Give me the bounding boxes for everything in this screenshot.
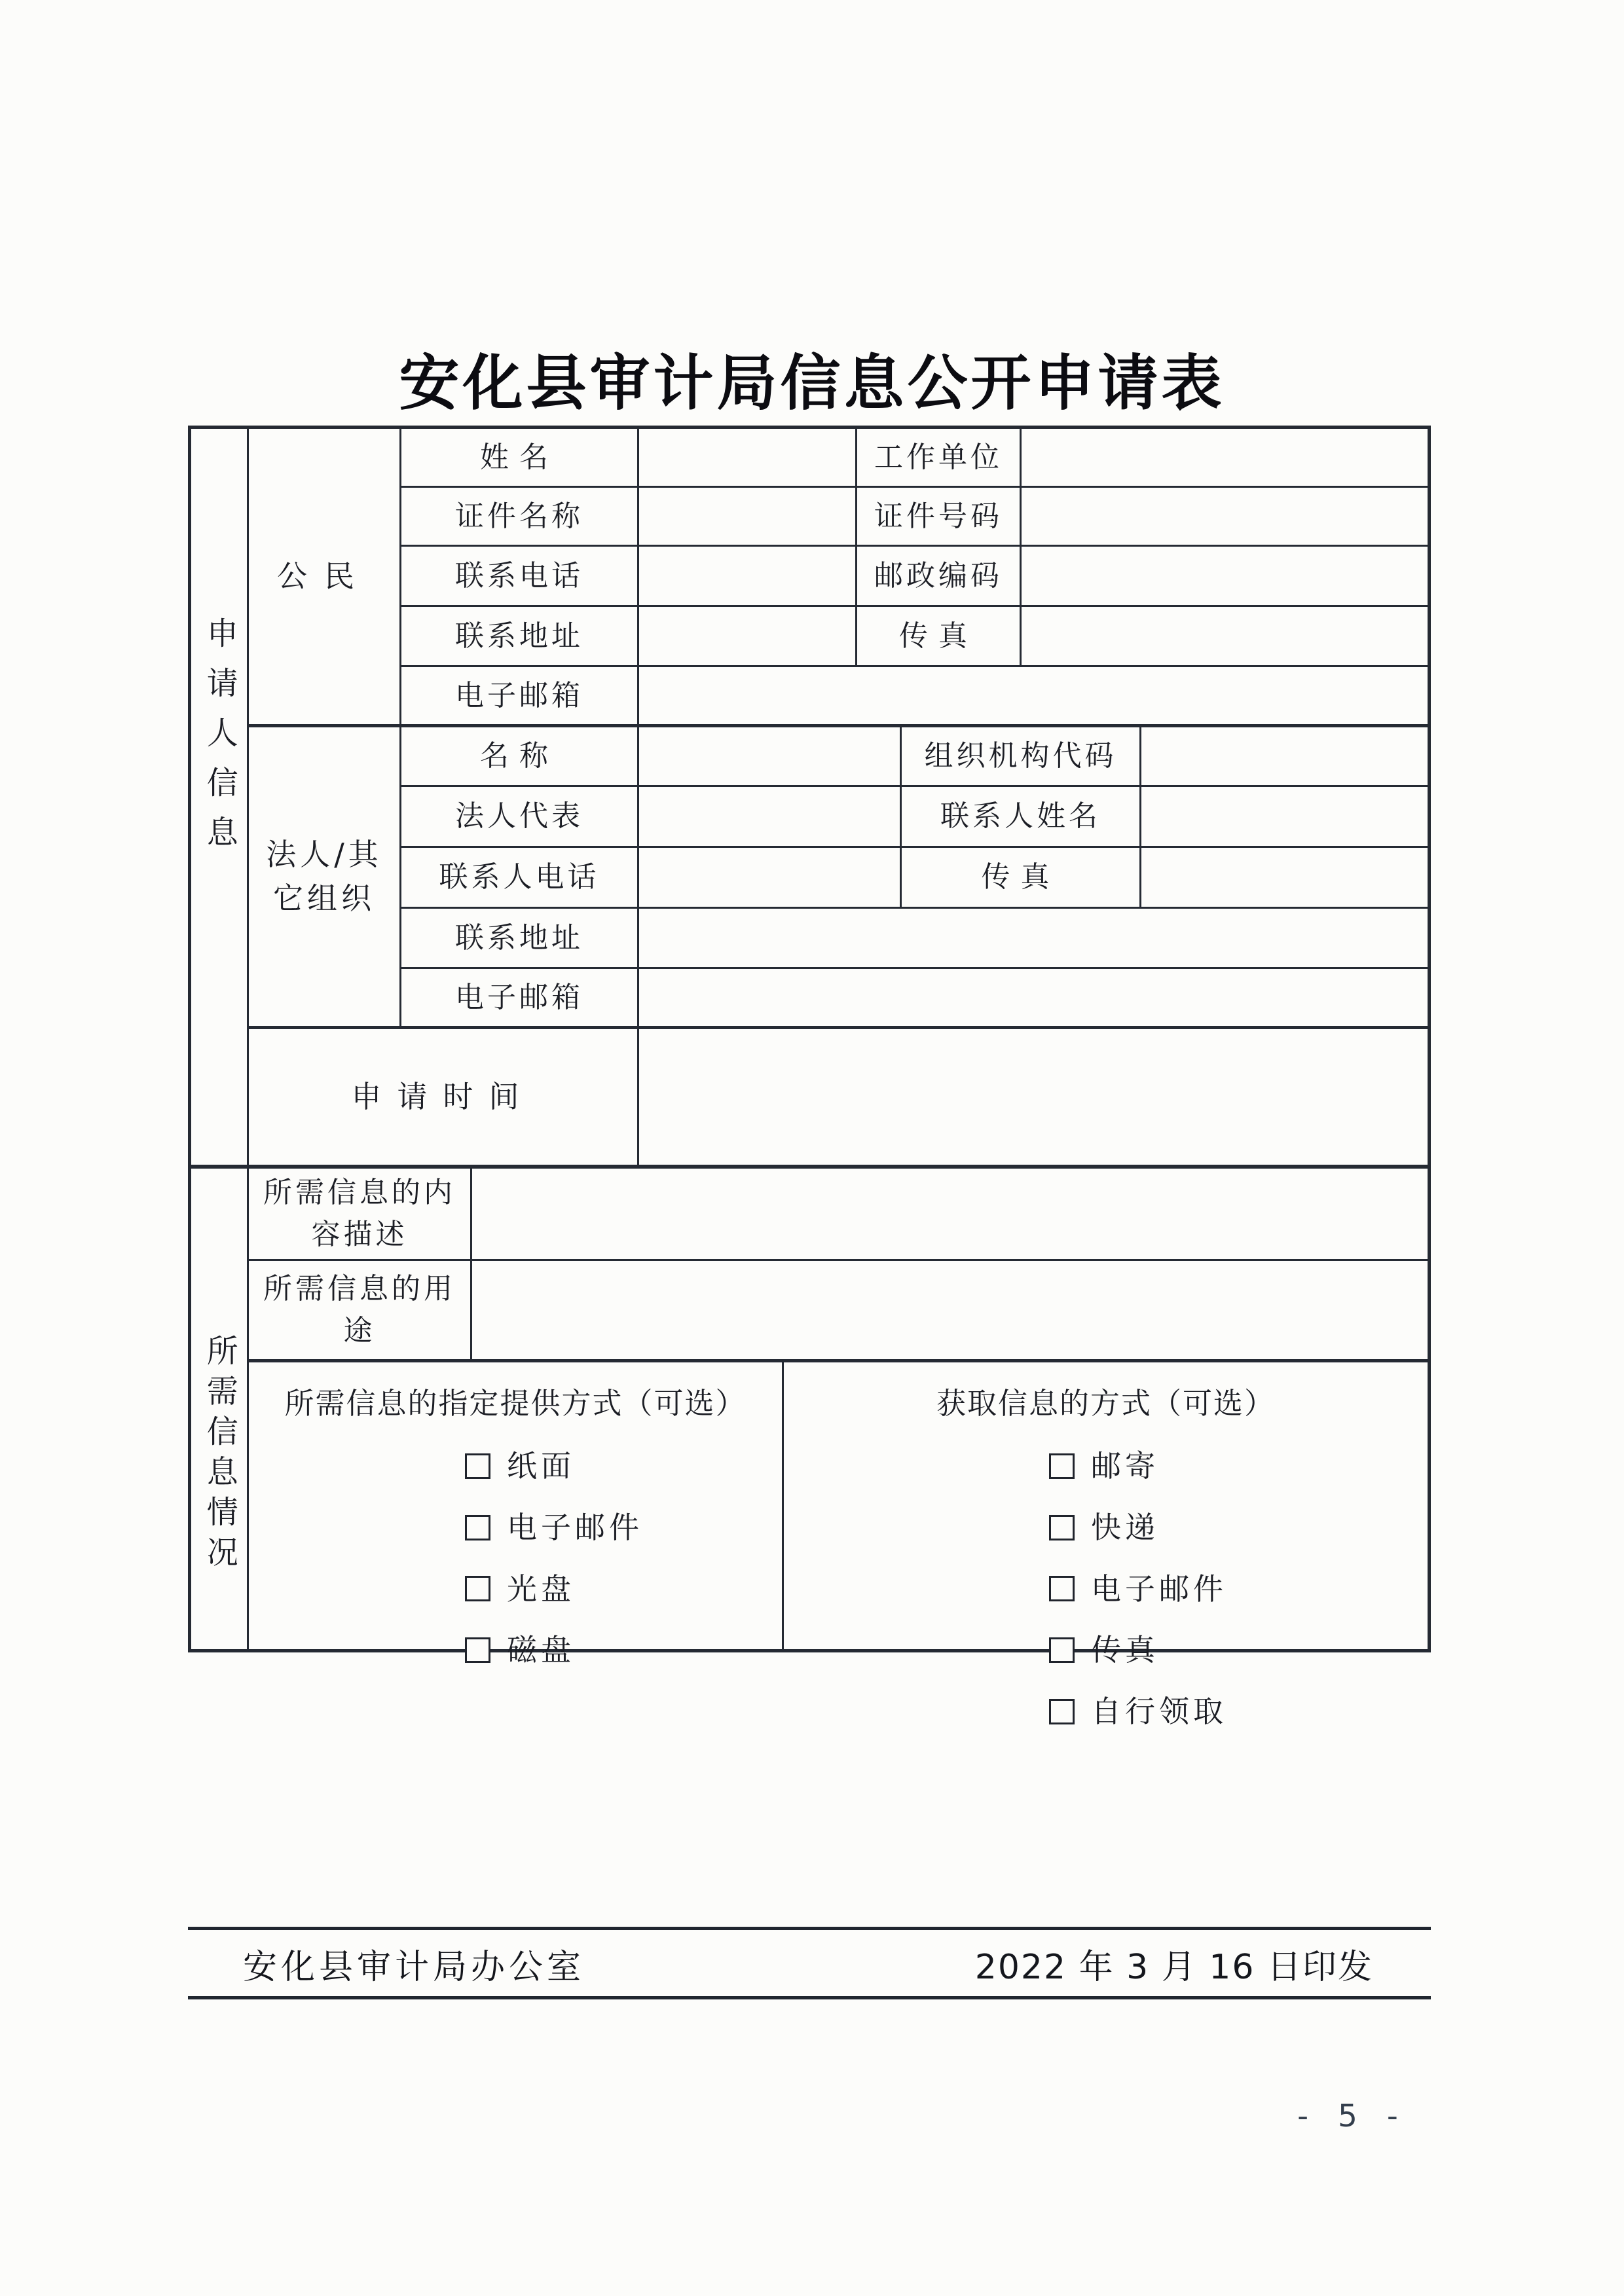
label-legal-address: 联系地址 [401,909,637,967]
field-citizen-fax[interactable] [1022,607,1428,665]
obtain-option-email-label: 电子邮件 [1091,1571,1227,1607]
label-legal-org-name: 名称 [401,726,637,785]
provide-method-cell [249,1361,782,1668]
label-content-description: 所需信息的内容描述 [249,1169,470,1259]
obtain-option-mail-label: 邮寄 [1091,1448,1159,1484]
field-citizen-id-type[interactable] [639,488,855,545]
footer-row [188,1930,1431,1996]
provide-option-disk-label: 磁盘 [507,1632,575,1668]
label-citizen-fax: 传真 [857,607,1020,665]
legal-group-label: 法人/其它组织 [249,726,399,1026]
label-citizen-postcode: 邮政编码 [857,547,1020,605]
obtain-option-fax [1049,1628,1159,1672]
provide-option-paper [465,1444,575,1488]
obtain-option-email [1049,1567,1227,1611]
provide-option-email [465,1506,643,1550]
provide-option-cd [465,1567,575,1611]
field-citizen-email[interactable] [639,667,1428,724]
field-citizen-postcode[interactable] [1022,547,1428,605]
footer-bottom-rule [188,1996,1431,1999]
label-legal-contact-phone: 联系人电话 [401,848,637,907]
issuing-office: 安化县审计局办公室 [243,1948,585,1987]
label-citizen-address: 联系地址 [401,607,637,665]
field-legal-rep[interactable] [639,787,900,846]
provide-option-disk [465,1628,575,1672]
page-number: - 5 - [1297,2098,1401,2134]
label-citizen-email: 电子邮箱 [401,667,637,724]
provide-option-email-label: 电子邮件 [507,1509,643,1545]
checkbox-obtain-self-pickup[interactable] [1049,1699,1075,1724]
field-citizen-address[interactable] [639,607,855,665]
checkbox-provide-email[interactable] [465,1515,490,1540]
label-legal-email: 电子邮箱 [401,969,637,1026]
field-citizen-name[interactable] [639,429,855,486]
checkbox-provide-cd[interactable] [465,1576,490,1601]
applicant-side-label: 申请人信息 [201,617,238,866]
field-apply-time[interactable] [639,1028,1428,1165]
label-citizen-name: 姓名 [401,429,637,486]
field-citizen-id-number[interactable] [1022,488,1428,545]
field-citizen-employer[interactable] [1022,429,1428,486]
applicant-section [191,429,1428,1165]
applicant-side-label-cell [191,429,247,1165]
field-legal-contact-name[interactable] [1141,787,1428,846]
checkbox-obtain-mail[interactable] [1049,1453,1075,1479]
field-legal-fax[interactable] [1141,848,1428,907]
label-legal-fax: 传真 [902,848,1139,907]
label-citizen-id-number: 证件号码 [857,488,1020,545]
label-purpose: 所需信息的用途 [249,1261,470,1359]
obtain-option-express-label: 快递 [1091,1509,1159,1545]
checkbox-provide-paper[interactable] [465,1453,490,1479]
required-side-label-cell [191,1169,247,1649]
obtain-method-header: 获取信息的方式（可选） [936,1386,1275,1421]
provide-option-cd-label: 光盘 [507,1571,575,1607]
document-footer [188,1927,1431,1999]
obtain-option-fax-label: 传真 [1091,1632,1159,1668]
field-legal-address[interactable] [639,909,1428,967]
print-date: 2022 年 3 月 16 日印发 [974,1948,1373,1987]
label-legal-contact-name: 联系人姓名 [902,787,1139,846]
required-info-section [191,1169,1428,1729]
checkbox-obtain-email[interactable] [1049,1576,1075,1601]
checkbox-obtain-express[interactable] [1049,1515,1075,1540]
form-title: 安化县审计局信息公开申请表 [399,348,1225,418]
field-legal-org-name[interactable] [639,726,900,785]
field-legal-email[interactable] [639,969,1428,1026]
field-content-description[interactable] [472,1169,1428,1259]
checkbox-obtain-fax[interactable] [1049,1637,1075,1663]
label-legal-org-code: 组织机构代码 [902,726,1139,785]
provide-method-list [255,1444,775,1672]
label-legal-rep: 法人代表 [401,787,637,846]
provide-option-paper-label: 纸面 [507,1448,575,1484]
obtain-method-cell [784,1361,1428,1729]
field-legal-contact-phone[interactable] [639,848,900,907]
field-legal-org-code[interactable] [1141,726,1428,785]
label-citizen-id-type: 证件名称 [401,488,637,545]
obtain-option-self-pickup-label: 自行领取 [1091,1694,1227,1729]
checkbox-provide-disk[interactable] [465,1637,490,1663]
label-citizen-phone: 联系电话 [401,547,637,605]
obtain-option-self-pickup [1049,1690,1227,1734]
citizen-group-label: 公民 [249,429,399,724]
field-purpose[interactable] [472,1261,1428,1359]
label-citizen-employer: 工作单位 [857,429,1020,486]
required-side-label: 所需信息情况 [201,1334,238,1576]
provide-method-header: 所需信息的指定提供方式（可选） [284,1386,747,1421]
obtain-option-mail [1049,1444,1159,1488]
obtain-method-list [790,1444,1421,1733]
label-apply-time: 申请时间 [249,1028,637,1165]
field-citizen-phone[interactable] [639,547,855,605]
application-form-table [188,426,1431,1729]
obtain-option-express [1049,1506,1159,1550]
